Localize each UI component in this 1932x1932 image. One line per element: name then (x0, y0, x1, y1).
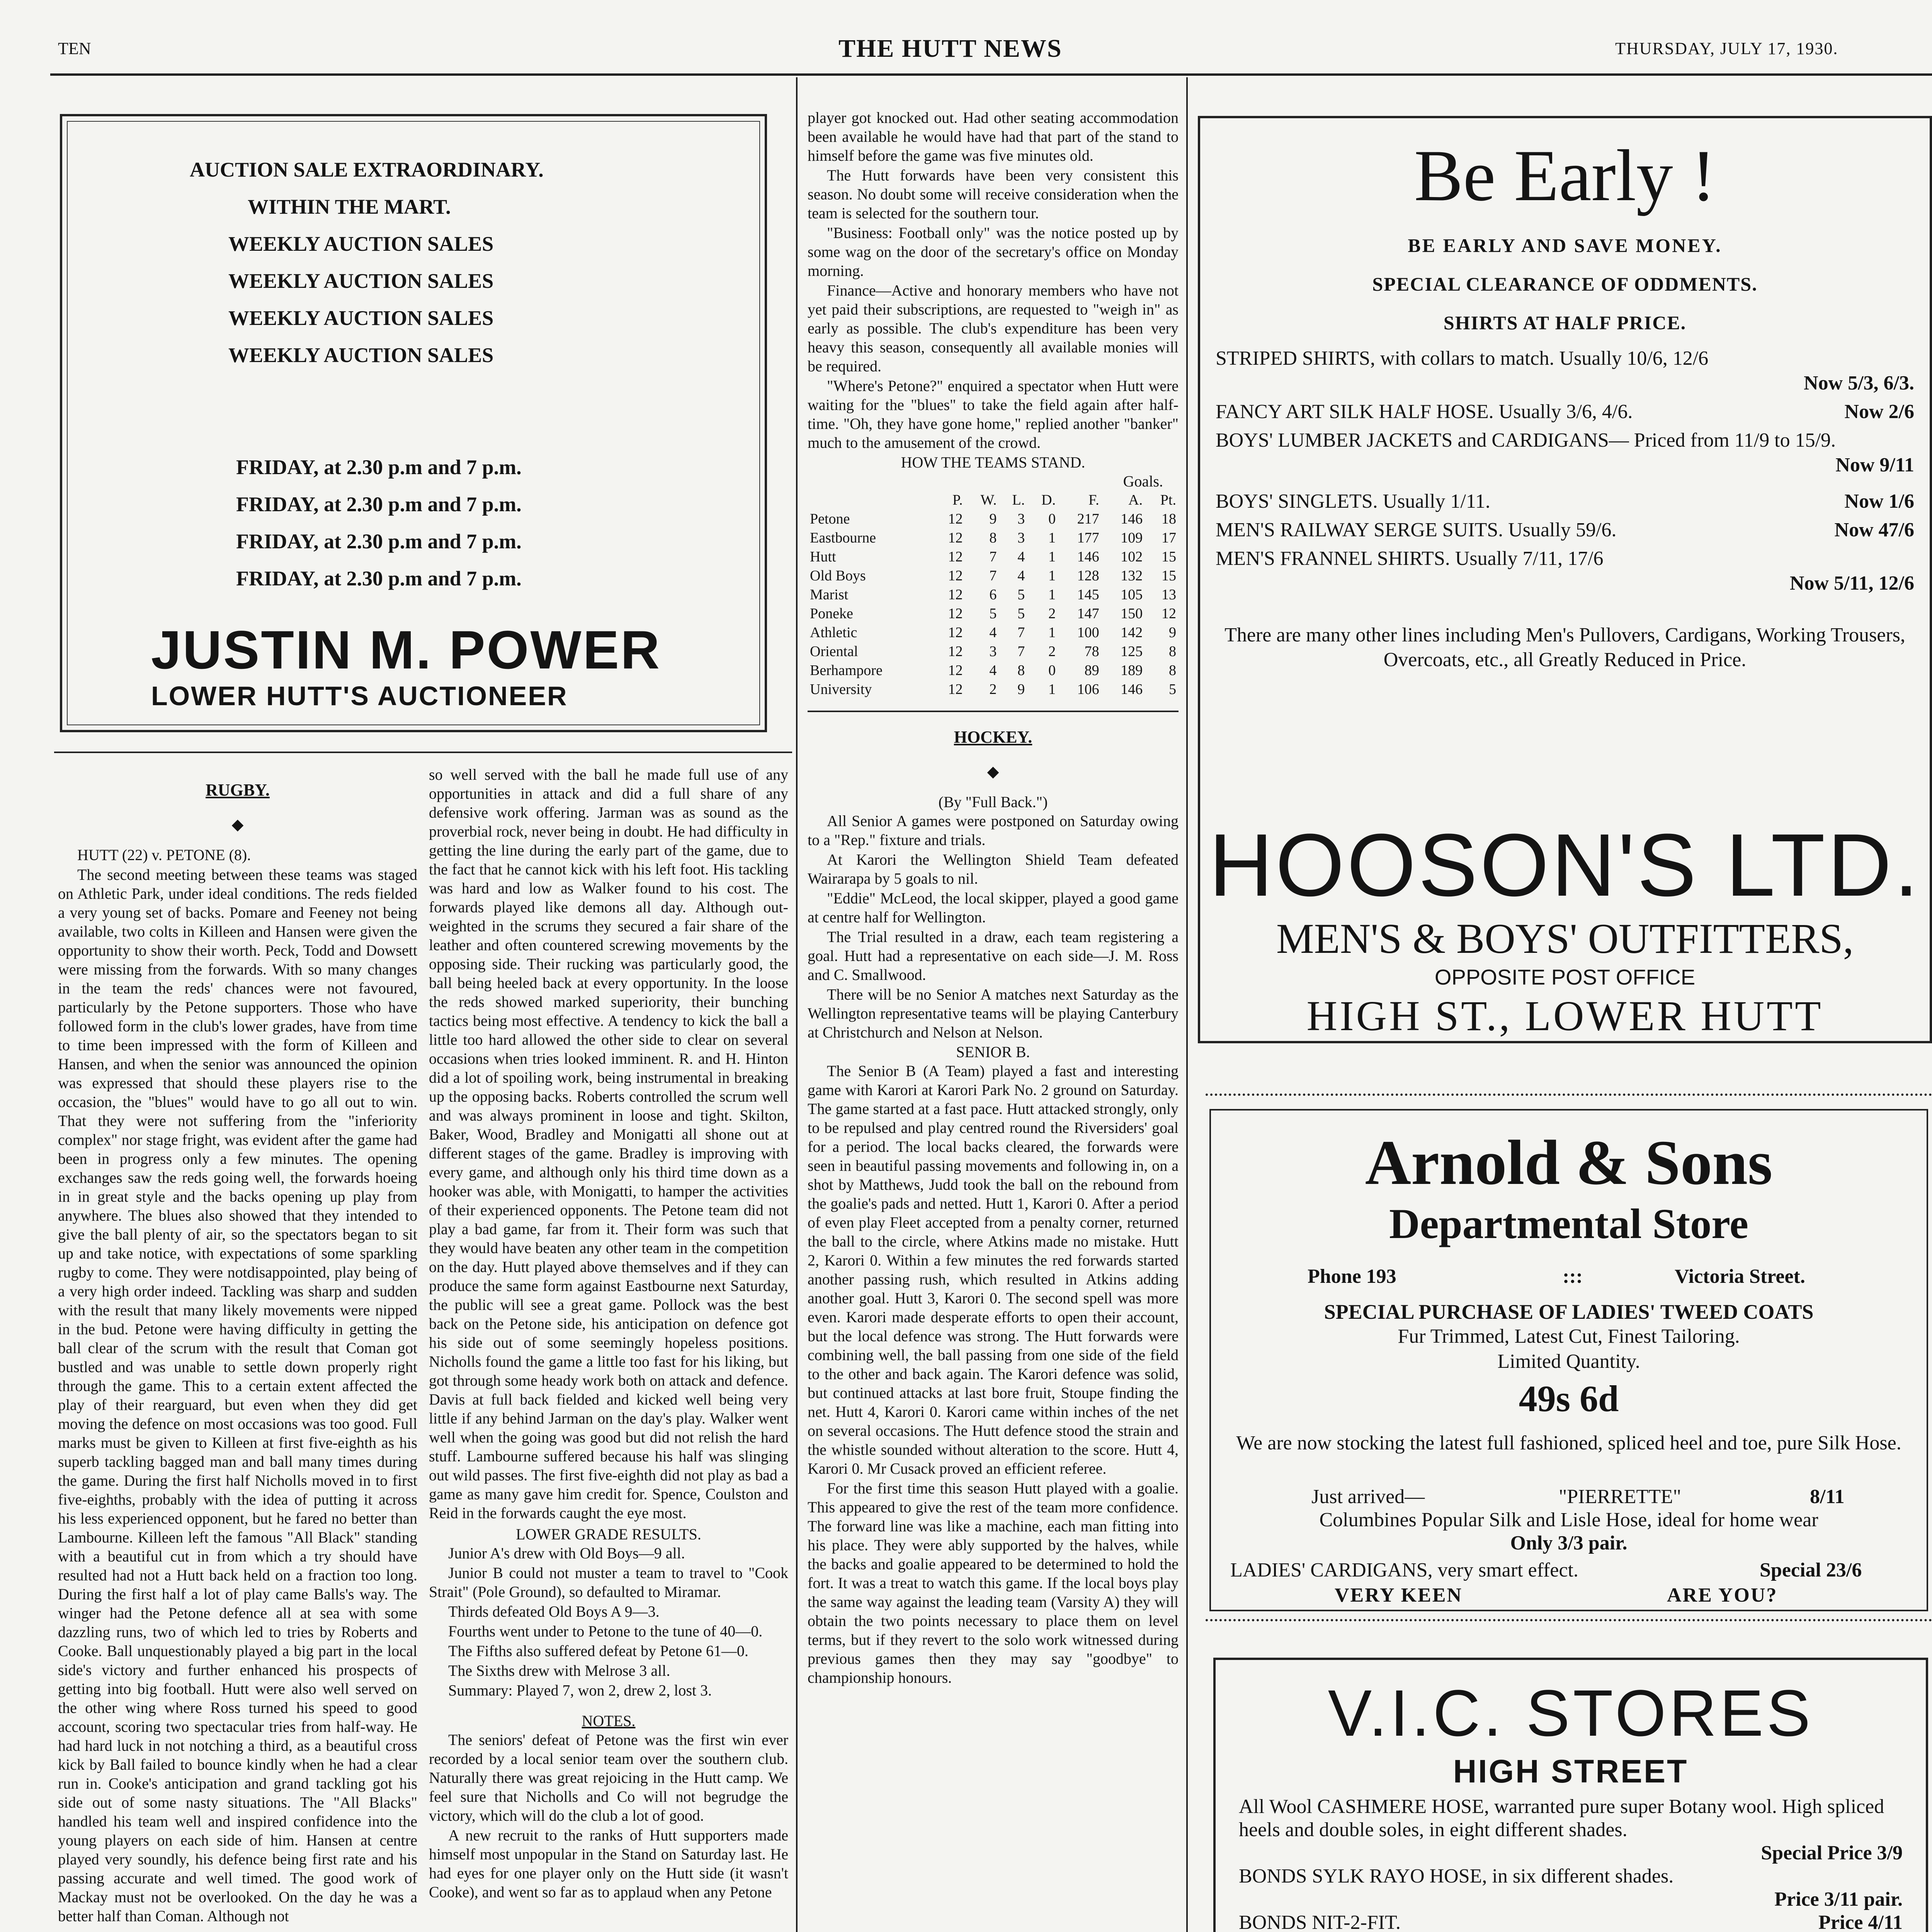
vic-line: BONDS SYLK RAYO HOSE, in six different shades. (1239, 1865, 1674, 1887)
notes-paragraph: A new recruit to the ranks of Hutt supporters made himself most unpopular in the Stand on Saturday last. He had eyes for one player only on the Hutt side (it wasn't Cooke), and went so far as to applaud when any Petone (429, 1827, 788, 1901)
standings-cell: 7 (1017, 624, 1025, 641)
vic-stores-ad (1213, 1658, 1928, 1932)
result-line: Thirds defeated Old Boys A 9—3. (448, 1603, 660, 1620)
rugby-column-1: RUGBY. ◆ HUTT (22) v. PETONE (8). The second meeting between these teams was staged on Athletic Park, under ideal conditions. The reds fielded a very young set of backs. Pomare and Feeney not being available, two colts in Killeen and Hansen were given the opportunity to show their worth. Peck, Todd and Dowsett were missing from the forwards. With so many changes in the team the reds' chances were not favoured, particularly by the Petone supporters. Those who have followed form in the club's lower grades, have from time to time been impressed with the form of Killeen and Hansen, and when the senior was announced the opinion was expressed that should these players rise to the occasion, the "blues" would have to go all out to win. That they were not suffering from the "inferiority complex" nor stage fright, was evident after the game had been in progress only a few minutes. The opening exchanges saw the reds going well, the forwards hoeing in in great style and the backs opening up play from anywhere. The blues also showed that they intended to give the ball plenty of air, so the spectators began to sit up and take notice, with expectations of some sparkling rugby to come. They were notdisappointed, play being of a very high order indeed. Tackling was sharp and sudden with the result that many likely movements were nipped in the bud. Petone were having difficulty in getting the ball clear of the scrum with the result that Coman got bustled and was unable to settle down properly right through the game. This to a certain extent affected the play of their rearguard, but even when they did get moving the defence on most occasions was too good. Full marks must be given to Killeen at first five-eighth as his superb tackling bagged man and ball many times during the game. During the first half Nicholls moved in to first five-eighths, probably with the idea of putting it across his less experienced opponent, but he fared no better than Lambourne. Killeen left the famous "All Black" standing with a beautiful cut in from which a try should have resulted had not a Hutt back held on a fraction too long. During the first half a lot of play came Balls's way. The winger had the Petone defence all at sea with some dazzling runs, two of which led to tries by Roberts and Cooke. Ball unquestionably played a big part in the local side's victory and further enhanced his prospects of getting into big football. Hutt were also well served on the other wing where Ross turned his speed to good account, scoring two spectacular tries from half-way. He had hard luck in not notching a third, as a beautiful cross kick by Ball failed to bounce kindly when he had a clear run in. Cooke's anticipation and grand tackling got his side out of some nasty situations. The "All Blacks" handled his team well and inspired confidence into the young players on each side of him. Hansen at centre played very soundly, his defence being first rate and his passing accurate and well timed. The good work of Mackay must not be overlooked. On the day he was a better half than Coman. Although not (58, 781, 417, 1925)
hockey-paragraph: At Karori the Wellington Shield Team defeated Wairarapa by 5 goals to nil. (808, 851, 1179, 887)
standings-cell: 12 (948, 624, 963, 641)
auction-time: FRIDAY, at 2.30 p.m and 7 p.m. (236, 530, 522, 553)
standings-cell: Hutt (810, 549, 836, 565)
auction-line: WITHIN THE MART. (248, 195, 451, 218)
rugby-paragraph: The second meeting between these teams was staged on Athletic Park, under ideal conditions. The reds fielded a very young set of backs. Pomare and Feeney not being available, two colts in Killeen and Hansen were given the opportunity to show their worth. Peck, Todd and Dowsett were missing from the forwards. With so many changes in the team the reds' chances were not favoured, particularly by the Petone supporters. Those who have followed form in the club's lower grades, have from time to time been impressed with the form of Killeen and Hansen, and when the senior was announced the opinion was expressed that should these players rise to the occasion, the "blues" would have to go all out to win. That they were not suffering from the "inferiority complex" nor stage fright, was evident after the game had been in progress only a few minutes. The opening exchanges saw the reds going well, the forwards hoeing in in great style and the backs opening up play from anywhere. The blues also showed that they intended to give the ball plenty of air, so the spectators began to sit up and take notice, with expectations of some sparkling rugby to come. They were notdisappointed, play being of a very high order indeed. Tackling was sharp and sudden with the result that many likely movements were nipped in the bud. Petone were having difficulty in getting the ball clear of the scrum with the result that Coman got bustled and was unable to settle down properly right through the game. This to a certain extent affected the play of their rearguard, but even when they did get moving the defence on most occasions was too good. Full marks must be given to Killeen at first five-eighth as his superb tackling bagged man and ball many times during the game. During the first half Nicholls moved in to first five-eighths, probably with the idea of putting it across his less experienced opponent, but he fared no better than Lambourne. Killeen left the famous "All Black" standing with a beautiful cut in from which a try should have resulted had not a Hutt back held on a fraction too long. During the first half a lot of play came Balls's way. The winger had the Petone defence all at sea with some dazzling runs, two of which led to tries by Roberts and Cooke. Ball unquestionably played a big part in the local side's victory and further enhanced his prospects of getting into big football. Hutt were also well served on the other wing where Ross turned his speed to good account, scoring two spectacular tries from half-way. He had hard luck in not notching a third, as a beautiful cross kick by Ball failed to bounce kindly when he had a clear run in. Cooke's anticipation and grand tackling got his side out of some nasty situations. The "All Blacks" handled his team well and inspired confidence into the young players on each side of him. Hansen at centre played very soundly, his defence being first rate and his passing accurate and well timed. The good work of Mackay must not be overlooked. On the day he was a better half than Coman. Although not (58, 866, 417, 1925)
arnold-sep: ::: (1563, 1265, 1583, 1287)
senior-b-heading: SENIOR B. (956, 1043, 1030, 1061)
standings-cell: 12 (948, 568, 963, 584)
standings-row (808, 661, 1179, 680)
result-line: Junior B could not muster a team to travel to "Cook Strait" (Pole Ground), so defaulted to Miramar. (429, 1564, 788, 1600)
standings-column-header: D. (1041, 492, 1056, 508)
vic-sub: HIGH STREET (1453, 1753, 1689, 1789)
standings-cell: 15 (1162, 568, 1176, 584)
standings-cell: 78 (1084, 643, 1099, 660)
notes-heading: NOTES. (582, 1712, 636, 1730)
hockey-byline: (By "Full Back.") (938, 793, 1048, 811)
standings-row (808, 566, 1179, 585)
border-ornament (1206, 1619, 1932, 1629)
hooson-line: SPECIAL CLEARANCE OF ODDMENTS. (1372, 273, 1758, 295)
standings-cell: Berhampore (810, 662, 883, 679)
hooson-item: MEN'S FRANNEL SHIRTS. Usually 7/11, 17/6 (1216, 548, 1604, 570)
standings-cell: 128 (1077, 568, 1099, 584)
hooson-item-price: Now 1/6 (1844, 490, 1914, 512)
auction-time: FRIDAY, at 2.30 p.m and 7 p.m. (236, 493, 522, 516)
standings-cell: 8 (1169, 662, 1176, 679)
hooson-item-price: Now 2/6 (1844, 401, 1914, 423)
issue-date: THURSDAY, JULY 17, 1930. (1615, 39, 1838, 58)
standings-cell: 2 (1048, 643, 1056, 660)
standings-cell: 105 (1121, 587, 1143, 603)
arnold-line: Just arrived— (1311, 1486, 1425, 1508)
standings-cell: 177 (1077, 530, 1099, 546)
standings-cell: 4 (1017, 549, 1025, 565)
rugby-paragraph: "Where's Petone?" enquired a spectator when Hutt were waiting for the "blues" to take the field again after half-time. "Oh, they have gone home," replied another "banker" much to the amusement of the crowd. (808, 377, 1179, 451)
standings-cell: 125 (1121, 643, 1143, 660)
standings-cell: 100 (1077, 624, 1099, 641)
standings-cell: 189 (1121, 662, 1143, 679)
vic-lines (1239, 1795, 1903, 1932)
standings-row (808, 585, 1179, 604)
rugby-heading: RUGBY. (206, 781, 270, 799)
standings-cell: 9 (1017, 681, 1025, 697)
column-separator (1186, 77, 1188, 1932)
standings-cell: 3 (1017, 511, 1025, 527)
standings-cell: 12 (948, 549, 963, 565)
standings-cell: 18 (1162, 511, 1176, 527)
standings-cell: 7 (1017, 643, 1025, 660)
standings-row (808, 642, 1179, 661)
standings-table (808, 491, 1179, 699)
column-separator (796, 77, 798, 1932)
standings-cell: 12 (948, 530, 963, 546)
hooson-item: MEN'S RAILWAY SERGE SUITS. Usually 59/6. (1216, 519, 1617, 541)
hooson-items (1216, 346, 1914, 672)
standings-cell: 146 (1121, 511, 1143, 527)
standings-cell: Marist (810, 587, 849, 603)
standings-cell: 1 (1048, 681, 1056, 697)
hooson-item-price: Now 47/6 (1834, 519, 1914, 541)
standings-cell: 6 (989, 587, 997, 603)
standings-cell: 1 (1048, 530, 1056, 546)
standings-cell: 12 (1162, 605, 1176, 622)
vic-price: Price 4/11 (1818, 1912, 1903, 1932)
standings-row (808, 529, 1179, 548)
standings-cell: 7 (989, 568, 997, 584)
standings-cell: 15 (1162, 549, 1176, 565)
standings-row (808, 604, 1179, 623)
arnold-line: We are now stocking the latest full fashioned, spliced heel and toe, pure Silk Hose. (1236, 1432, 1901, 1454)
hoosons-ad (1198, 116, 1932, 1043)
auction-time: FRIDAY, at 2.30 p.m and 7 p.m. (236, 456, 522, 479)
standings-cell: 142 (1121, 624, 1143, 641)
auctioneer-subtitle: LOWER HUTT'S AUCTIONEER (151, 681, 568, 711)
standings-column-header: Pt. (1160, 492, 1176, 508)
hooson-item: FANCY ART SILK HALF HOSE. Usually 3/6, 4/6. (1216, 401, 1633, 423)
standings-cell: 145 (1077, 587, 1099, 603)
rugby-paragraph: Finance—Active and honorary members who have not yet paid their subscriptions, are requested to "weigh in" as early as possible. The club's expenditure has been very heavy this season, consequently all available monies will be required. (808, 282, 1179, 375)
rugby-paragraph: player got knocked out. Had other seating accommodation been available he would have had that part of the stand to himself before the game was five minutes old. (808, 109, 1179, 164)
auction-ad (60, 114, 767, 732)
hockey-paragraph: The Trial resulted in a draw, each team registering a goal. Hutt had a representative on each side—J. M. Ross and C. Smallwood. (808, 928, 1179, 983)
standings-column-header: F. (1088, 492, 1099, 508)
arnold-line: 8/11 (1810, 1486, 1845, 1508)
hooson-item-price: Now 5/3, 6/3. (1804, 372, 1914, 394)
arnold-line: Fur Trimmed, Latest Cut, Finest Tailoring. (1398, 1325, 1740, 1347)
standings-cell: 147 (1077, 605, 1099, 622)
lower-grade-heading: LOWER GRADE RESULTS. (516, 1526, 701, 1543)
arnold-sub: Departmental Store (1389, 1200, 1748, 1247)
standings-cell: Athletic (810, 624, 857, 641)
rugby-subhead: HUTT (22) v. PETONE (8). (77, 846, 251, 864)
standings-cell: 217 (1077, 511, 1099, 527)
hooson-more: There are many other lines including Men's Pullovers, Cardigans, Working Trousers, Overcoats, etc., all Greatly Reduced in Price. (1225, 624, 1905, 671)
standings-cell: 2 (1048, 605, 1056, 622)
standings-cell: 1 (1048, 549, 1056, 565)
standings-cell: 5 (1017, 587, 1025, 603)
page-number: TEN (58, 39, 91, 58)
standings-cell: 5 (1169, 681, 1176, 697)
standings-cell: 4 (989, 662, 997, 679)
standings-cell: 8 (1017, 662, 1025, 679)
arnold-ad (1209, 1109, 1928, 1611)
standings-cell: 102 (1121, 549, 1143, 565)
standings-cell: 12 (948, 662, 963, 679)
hooson-item: STRIPED SHIRTS, with collars to match. Usually 10/6, 12/6 (1216, 347, 1709, 369)
standings-cell: Petone (810, 511, 850, 527)
auction-line: AUCTION SALE EXTRAORDINARY. (190, 158, 544, 181)
standings-cell: 0 (1048, 662, 1056, 679)
standings-cell: 9 (989, 511, 997, 527)
auction-line: WEEKLY AUCTION SALES (228, 232, 494, 255)
standings-cell: 12 (948, 681, 963, 697)
hooson-line: SHIRTS AT HALF PRICE. (1443, 312, 1687, 333)
standings-cell: 1 (1048, 568, 1056, 584)
standings-cell: 12 (948, 511, 963, 527)
standings-row (808, 623, 1179, 642)
standings-cell: 12 (948, 605, 963, 622)
standings-cell: 146 (1077, 549, 1099, 565)
hooson-name: HOOSON'S LTD. (1209, 815, 1921, 915)
standings-cell: 1 (1048, 587, 1056, 603)
rugby-paragraph: so well served with the ball he made full use of any opportunities in attack and did a full share of any defensive work offering. Jarman was as sound as the proverbial rock, never being in doubt. He had difficulty in getting the line during the early part of the game, due to the fact that he cannot kick with his left foot. His tackling was hard and low as Walker found to his cost. The forwards played like demons all day. Although out-weighted in the scrums they secured a fair share of the leather and often countered screwing movements by the opposing side. Their rucking was particularly good, the ball being heeled back at every opportunity. In the loose the reds showed marked superiority, their bunching tactics being most effective. A tendency to kick the ball a little too hard allowed the other side to clear on several occasions when tries looked imminent. R. and H. Hinton did a lot of spoiling work, being instrumental in breaking up the opposing backs. Roberts controlled the scrum well and was always prominent in loose and tight. Skilton, Baker, Wood, Bradley and Monigatti all shone out at different stages of the game. Bradley is improving with every game, and although only his third time down as a hooker was able, with Monigatti, to hamper the activities of their experienced opponents. The Petone team did not play a bad game, far from it. Their form was such that they would have beaten any other team in the competition on the day. Hutt played above themselves and if they can produce the same form against Eastbourne next Saturday, the public will see a great game. Pollock was the best back on the Petone side, his anticipation on defence got his side out of some seemingly hopeless positions. Nicholls found the game a little too fast for his liking, but got through some heady work both on attack and defence. Davis at full back fielded and kicked well being very little if any behind Jarman on the day's play. Walker went well when the going was good but did not relish the hard stuff. Lambourne suffered because his half was slinging out wild passes. The first five-eighth did not play as bad a game as many gave him credit for. Spence, Coulston and Reid in the forwards caught the eye most. (429, 766, 788, 1522)
arnold-line: SPECIAL PURCHASE OF LADIES' TWEED COATS (1324, 1300, 1814, 1323)
vic-price: Special Price 3/9 (1761, 1842, 1903, 1864)
standings-cell: Poneke (810, 605, 853, 622)
section-rule (54, 752, 792, 753)
hooson-item-price: Now 5/11, 12/6 (1789, 572, 1914, 594)
auctioneer-name: JUSTIN M. POWER (151, 619, 662, 680)
standings-cell: 17 (1162, 530, 1176, 546)
standings-cell: 8 (989, 530, 997, 546)
hockey-paragraph: For the first time this season Hutt played with a goalie. This appeared to give the rest of the team more confidence. The forward line was like a machine, each man fitting into his place. They were ably supported by the halves, while the backs and goalie appeared to be determined to hold the fort. It was a treat to watch this game. If the local boys play the same way against the leading team (Varsity A) they will obtain the two points necessary to place them on level terms, but if they revert to the solo work witnessed during previous games then they may say "goodbye" to championship honours. (808, 1480, 1179, 1686)
notes-paragraph: The seniors' defeat of Petone was the first win ever recorded by a local senior team over the southern club. Naturally there was great rejoicing in the Hutt camp. We feel sure that Nicholls and Co will not begrudge the victory, which will do the club a lot of good. (429, 1731, 788, 1824)
standings-cell: 150 (1121, 605, 1143, 622)
auction-time: FRIDAY, at 2.30 p.m and 7 p.m. (236, 567, 522, 590)
arnold-line: Only 3/3 pair. (1510, 1532, 1628, 1554)
result-line: The Fifths also suffered defeat by Petone 61—0. (448, 1642, 748, 1660)
result-line: Fourths went under to Petone to the tune of 40—0. (448, 1622, 763, 1640)
standings-row (808, 510, 1179, 529)
standings-cell: 4 (1017, 568, 1025, 584)
column-3: player got knocked out. Had other seating accommodation been available he would have had that part of the stand to himself before the game was five minutes old. The Hutt forwards have been very consistent this season. No doubt some will receive consideration when the team is selected for the southern tour. "Business: Football only" was the notice posted up by some wag on the door of the secretary's office on Monday morning. Finance—Active and honorary members who have not yet paid their subscriptions, are requested to "weigh in" as early as possible. The club's expenditure has been very heavy this season, consequently all available monies will be required. "Where's Petone?" enquired a spectator when Hutt were waiting for the "blues" to take the field again after half-time. "Oh, they have gone home," replied another "banker" much to the amusement of the crowd. HOW THE TEAMS STAND. Goals. P. W. L. D. F. A. Pt. Petone 12 9 3 0 217 146 18 Eastbourne 12 8 3 1 177 109 17 Hutt 12 7 4 1 146 102 15 Old Boys 12 7 4 1 128 132 15 Marist 12 6 5 1 145 105 13 Poneke 12 5 5 2 147 150 12 Athletic 12 4 7 1 100 142 9 Oriental 12 3 7 2 78 125 8 Berhampore 12 4 8 0 89 189 8 University 12 2 9 1 106 146 5 HOCKEY. ◆ (By "Full Back.") All Senior A games were postponed on Saturday owing to a "Rep." fixture and trials. At Karori the Wellington Shield Team defeated Wairarapa by 5 goals to nil. "Eddie" McLeod, the local skipper, played a good game at centre half for Wellington. The Trial resulted in a draw, each team registering a goal. Hutt had a representative on each side—J. M. Ross and C. Smallwood. There will be no Senior A matches next Saturday as the Wellington representative teams will be playing Canterbury at Christchurch and Nelson at Nelson. SENIOR B. The Senior B (A Team) played a fast and interesting game with Karori at Karori Park No. 2 ground on Saturday. The game started at a fast pace. Hutt attacked strongly, only to be repulsed and play centred round the Riversiders' goal for a period. The local backs cleared, the forwards were seen in beautiful passing movements and following in, on a shot by Matthews, Judd took the ball on the rebound from the goalie's pads and netted. Hutt 1, Karori 0. After a period of even play Fleet accepted from a penalty corner, returned the ball to the circle, where Atkins made no mistake. Hutt 2, Karori 0. Within a few minutes the red forwards started another passing rush, which resulted in Atkins adding another goal. Hutt 3, Karori 0. The second spell was more even. Karori made desperate efforts to open their account, but the local defence was strong. The Hutt forwards were combining well, the ball passing from one side of the field to the other and back again. The Karori defence was solid, but continued attacks at last bore fruit, Stoupe finding the net. Hutt 4, Karori 0. Karori came within inches of the net on several occasions. The Hutt defence stood the strain and the whistle sounded without alteration to the score. Hutt 4, Karori 0. Mr Cusack proved an efficient referee. For the first time this season Hutt played with a goalie. This appeared to give the rest of the team more confidence. The forward line was like a machine, each man fitting into his place. They were ably supported by the halves, while the backs and goalie appeared to be determined to hold the fort. It was a treat to watch this game. If the local boys play the same way against the leading team (Varsity A) they will obtain the two points necessary to place them on level terms, but if they revert to the solo work witnessed during previous games then they may say "goodbye" to championship honours. (808, 109, 1179, 1686)
border-ornament (1206, 1094, 1932, 1104)
standings-column-header: L. (1012, 492, 1025, 508)
standings-cell: 3 (1017, 530, 1025, 546)
arnold-street: Victoria Street. (1675, 1265, 1805, 1287)
standings-cell: 4 (989, 624, 997, 641)
result-line: Summary: Played 7, won 2, drew 2, lost 3. (448, 1682, 712, 1699)
hooson-opposite: OPPOSITE POST OFFICE (1434, 965, 1696, 989)
standings-cell: 146 (1121, 681, 1143, 697)
standings-cell: 12 (948, 643, 963, 660)
standings-heading: HOW THE TEAMS STAND. (901, 454, 1085, 471)
vic-name: V.I.C. STORES (1328, 1677, 1814, 1750)
arnold-line: Special 23/6 (1760, 1559, 1862, 1581)
rugby-paragraph: The Hutt forwards have been very consistent this season. No doubt some will receive consideration when the team is selected for the southern tour. (808, 167, 1179, 222)
vic-line: All Wool CASHMERE HOSE, warranted pure super Botany wool. High spliced heels and double soles, in eight different shades. (1239, 1796, 1884, 1841)
standings-column-header (808, 491, 934, 510)
hockey-paragraph: All Senior A games were postponed on Saturday owing to a "Rep." fixture and trials. (808, 812, 1179, 849)
goals-label: Goals. (1123, 473, 1163, 490)
standings-cell: 2 (989, 681, 997, 697)
arnold-line: LADIES' CARDIGANS, very smart effect. (1230, 1559, 1578, 1581)
hockey-paragraph: There will be no Senior A matches next Saturday as the Wellington representative teams will be playing Canterbury at Christchurch and Nelson at Nelson. (808, 986, 1179, 1041)
auction-line: WEEKLY AUCTION SALES (228, 306, 494, 330)
standings-cell: 5 (989, 605, 997, 622)
auction-line: WEEKLY AUCTION SALES (228, 269, 494, 293)
standings-column-header: P. (952, 492, 963, 508)
standings-cell: University (810, 681, 872, 697)
arnold-price: 49s 6d (1519, 1378, 1619, 1419)
standings-cell: 5 (1017, 605, 1025, 622)
hooson-item-price: Now 9/11 (1835, 454, 1914, 476)
standings-cell: 1 (1048, 624, 1056, 641)
hooson-item: BOYS' LUMBER JACKETS and CARDIGANS— Priced from 11/9 to 15/9. (1216, 429, 1836, 451)
hooson-address: HIGH ST., LOWER HUTT (1306, 992, 1823, 1039)
hockey-heading: HOCKEY. (954, 728, 1032, 747)
arnold-phone: Phone 193 (1308, 1265, 1396, 1287)
arnold-name: Arnold & Sons (1365, 1127, 1773, 1198)
be-early-headline: Be Early ! (1414, 135, 1716, 216)
standings-cell: 109 (1121, 530, 1143, 546)
hockey-paragraph: The Senior B (A Team) played a fast and interesting game with Karori at Karori Park No. 2 ground on Saturday. The game started at a fast pace. Hutt attacked strongly, only to be repulsed and play centred round the Riversiders' goal for a period. The local backs cleared, the forwards were seen in beautiful passing movements and following in, on a shot by Matthews, Judd took the ball on the rebound from the goalie's pads and netted. Hutt 1, Karori 0. After a period of even play Fleet accepted from a penalty corner, returned the ball to the circle, where Atkins made no mistake. Hutt 2, Karori 0. Within a few minutes the red forwards started another passing rush, which resulted in Atkins adding another goal. Hutt 3, Karori 0. The second spell was more even. Karori made desperate efforts to open their account, but the local defence was strong. The Hutt forwards were combining well, the ball passing from one side of the field to the other and back again. The Karori defence was solid, but continued attacks at last bore fruit, Stoupe finding the net. Hutt 4, Karori 0. Karori came within inches of the net on several occasions. The Hutt defence stood the strain and the whistle sounded without alteration to the score. Hutt 4, Karori 0. Mr Cusack proved an efficient referee. (808, 1062, 1179, 1477)
standings-column-header: W. (980, 492, 997, 508)
hooson-item: BOYS' SINGLETS. Usually 1/11. (1216, 490, 1490, 512)
standings-cell: Eastbourne (810, 530, 876, 546)
standings-cell: 8 (1169, 643, 1176, 660)
standings-cell: 3 (989, 643, 997, 660)
newspaper-title: THE HUTT NEWS (838, 34, 1062, 63)
hooson-line: BE EARLY AND SAVE MONEY. (1408, 235, 1722, 256)
standings-cell: 7 (989, 549, 997, 565)
standings-cell: Oriental (810, 643, 858, 660)
result-line: Junior A's drew with Old Boys—9 all. (448, 1544, 685, 1562)
standings-cell: 106 (1077, 681, 1099, 697)
standings-cell: 13 (1162, 587, 1176, 603)
masthead-rule (50, 73, 1932, 76)
standings-cell: 89 (1084, 662, 1099, 679)
arnold-line: Columbines Popular Silk and Lisle Hose, ideal for home wear (1319, 1509, 1818, 1531)
standings-row (808, 680, 1179, 699)
standings-cell: 0 (1048, 511, 1056, 527)
standings-row (808, 548, 1179, 566)
hooson-sub: MEN'S & BOYS' OUTFITTERS, (1276, 915, 1854, 962)
hockey-paragraph: "Eddie" McLeod, the local skipper, played a good game at centre half for Wellington. (808, 889, 1179, 926)
rugby-paragraph: "Business: Football only" was the notice posted up by some wag on the door of the secretary's office on Monday morning. (808, 224, 1179, 279)
arnold-line: ARE YOU? (1667, 1584, 1778, 1606)
standings-cell: 12 (948, 587, 963, 603)
arnold-line: "PIERRETTE" (1559, 1486, 1681, 1508)
arnold-line: Limited Quantity. (1497, 1350, 1640, 1372)
standings-cell: Old Boys (810, 568, 866, 584)
standings-cell: 9 (1169, 624, 1176, 641)
result-line: The Sixths drew with Melrose 3 all. (448, 1662, 670, 1679)
rugby-column-2 (429, 765, 788, 1932)
vic-line: BONDS NIT-2-FIT. (1239, 1912, 1401, 1932)
arnold-line: VERY KEEN (1335, 1584, 1463, 1606)
standings-cell: 132 (1121, 568, 1143, 584)
vic-price: Price 3/11 pair. (1774, 1888, 1903, 1910)
standings-column-header: A. (1128, 492, 1143, 508)
auction-line: WEEKLY AUCTION SALES (228, 344, 494, 367)
